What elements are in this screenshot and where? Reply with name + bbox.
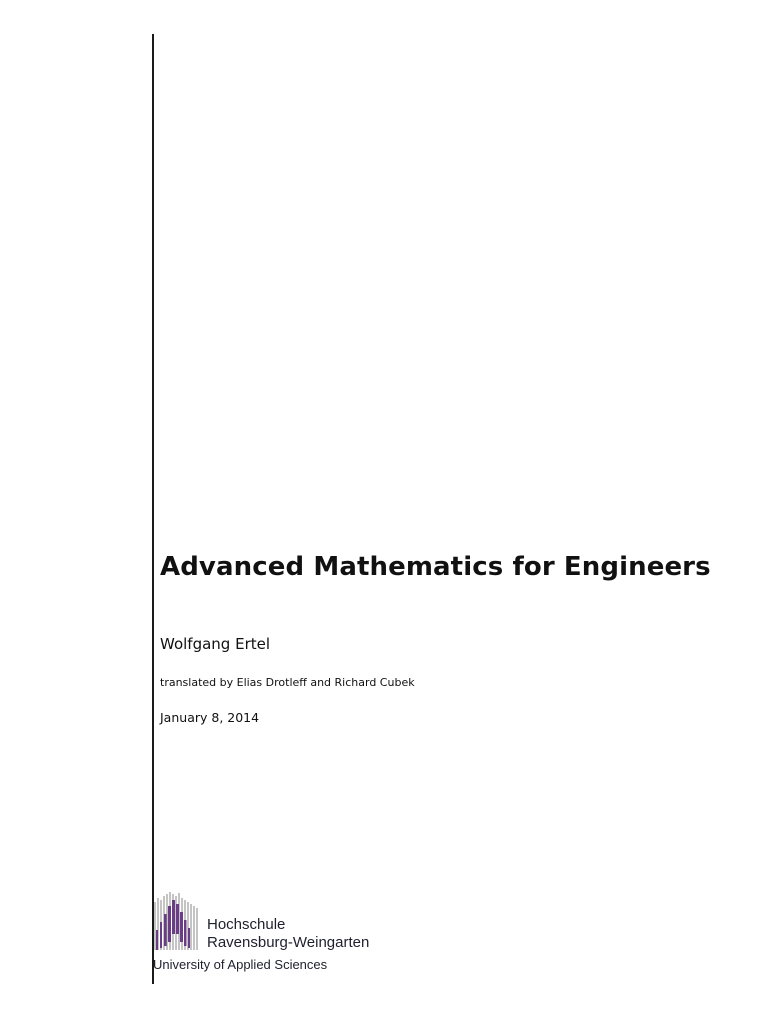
document-translators: translated by Elias Drotleff and Richard Cubek xyxy=(160,676,415,689)
document-date: January 8, 2014 xyxy=(160,710,260,725)
logo-tagline: University of Applied Sciences xyxy=(153,957,328,972)
document-author: Wolfgang Ertel xyxy=(160,635,271,653)
logo-name-line2: Ravensburg-Weingarten xyxy=(207,934,370,951)
university-logo xyxy=(153,890,370,978)
document-title: Advanced Mathematics for Engineers xyxy=(160,552,711,582)
margin-rule xyxy=(152,34,154,984)
logo-name-line1: Hochschule xyxy=(207,916,286,933)
university-logo-mark-icon xyxy=(153,890,201,952)
